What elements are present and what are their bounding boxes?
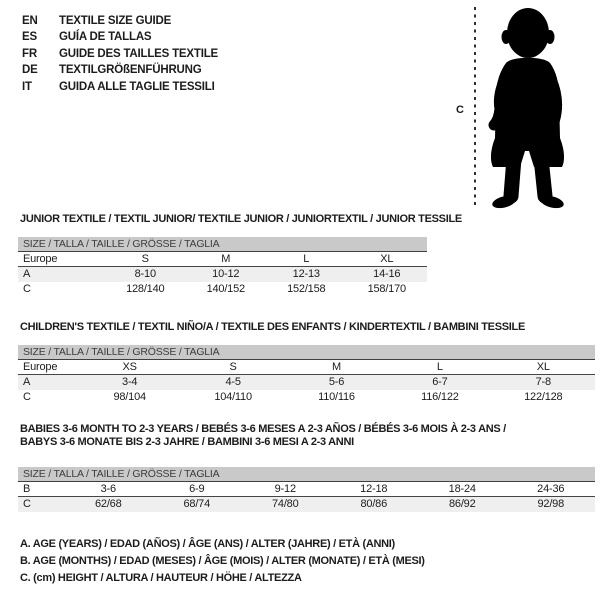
size-header-bar: SIZE / TALLA / TAILLE / GRÖSSE / TAGLIA — [18, 345, 595, 360]
height-cell: 128/140 — [126, 283, 165, 295]
age-cell: 24-36 — [537, 483, 565, 495]
language-row — [22, 79, 218, 95]
row-label: Europe — [23, 253, 58, 265]
legend-line-b: B. AGE (MONTHS) / EDAD (MESES) / ÂGE (MOIS) / ALTER (MONATE) / ETÀ (MESI) — [20, 555, 425, 567]
language-title: GUIDE DES TAILLES TEXTILE — [59, 47, 218, 60]
babies-size-table — [18, 467, 595, 512]
table-row-age — [18, 267, 427, 282]
babies-section-title — [20, 423, 506, 449]
row-label: B — [23, 483, 31, 495]
table-row-height — [18, 390, 595, 405]
age-cell: 8-10 — [134, 268, 156, 280]
language-row — [22, 46, 218, 62]
toddler-figure — [468, 3, 598, 209]
language-code: FR — [22, 47, 37, 60]
size-cell: S — [141, 253, 149, 265]
height-cell: 86/92 — [448, 498, 476, 510]
size-header-bar: SIZE / TALLA / TAILLE / GRÖSSE / TAGLIA — [18, 467, 595, 482]
height-cell: 116/122 — [421, 391, 459, 403]
row-label: C — [23, 391, 31, 403]
table-row-height — [18, 497, 595, 512]
table-row-age — [18, 375, 595, 390]
age-cell: 5-6 — [328, 376, 345, 388]
language-title: TEXTILE SIZE GUIDE — [59, 15, 172, 27]
size-header-bar: SIZE / TALLA / TAILLE / GRÖSSE / TAGLIA — [18, 237, 427, 252]
height-cell: 152/158 — [287, 283, 326, 295]
height-cell: 74/80 — [271, 498, 299, 510]
height-cell: 68/74 — [183, 498, 211, 510]
junior-section-title: JUNIOR TEXTILE / TEXTIL JUNIOR/ TEXTILE JUNIOR / JUNIORTEXTIL / JUNIOR TESSILE — [20, 213, 462, 225]
language-code: EN — [22, 15, 38, 27]
age-cell: 9-12 — [274, 483, 296, 495]
language-row — [22, 62, 218, 78]
age-cell: 6-9 — [189, 483, 205, 495]
height-measure-label: C — [456, 104, 464, 116]
language-title: GUÍA DE TALLAS — [59, 31, 152, 44]
age-cell: 12-18 — [360, 483, 388, 495]
height-cell: 158/170 — [367, 283, 406, 295]
babies-title-line2: BABYS 3-6 MONATE BIS 2-3 JAHRE / BAMBINI 3-6 MESI A 2-3 ANNI — [20, 436, 354, 448]
language-title: GUIDA ALLE TAGLIE TESSILI — [59, 80, 215, 93]
age-cell: 10-12 — [212, 268, 240, 280]
table-row-europe — [18, 252, 427, 267]
size-cell: XL — [536, 361, 550, 373]
size-cell: M — [332, 361, 341, 373]
legend-line-a: A. AGE (YEARS) / EDAD (AÑOS) / ÂGE (ANS) / ALTER (JAHRE) / ETÀ (ANNI) — [20, 538, 395, 550]
row-label: A — [23, 376, 31, 388]
age-cell: 14-16 — [373, 268, 401, 280]
age-cell: 3-6 — [100, 483, 116, 495]
age-cell: 4-5 — [225, 376, 241, 388]
size-cell: L — [436, 361, 443, 373]
language-row — [22, 13, 218, 29]
language-code: DE — [22, 64, 38, 77]
size-cell: S — [229, 361, 237, 373]
legend-line-c: C. (cm) HEIGHT / ALTURA / HAUTEUR / HÖHE / ALTEZZA — [20, 572, 302, 584]
row-label: Europe — [23, 361, 58, 373]
row-label: C — [23, 283, 31, 295]
babies-title-line1: BABIES 3-6 MONTH TO 2-3 YEARS / BEBÉS 3-6 MESES A 2-3 AÑOS / BÉBÉS 3-6 MOIS À 2-3 ANS / — [20, 423, 506, 435]
age-cell: 18-24 — [448, 483, 476, 495]
height-cell: 92/98 — [537, 498, 565, 510]
height-cell: 122/128 — [524, 391, 563, 403]
language-code: ES — [22, 31, 37, 44]
row-label: C — [23, 498, 31, 510]
table-row-age-months — [18, 482, 595, 497]
height-cell: 98/104 — [113, 391, 146, 403]
size-cell: M — [221, 253, 231, 265]
age-cell: 7-8 — [535, 376, 551, 388]
children-section-title: CHILDREN'S TEXTILE / TEXTIL NIÑO/A / TEXTILE DES ENFANTS / KINDERTEXTIL / BAMBINI TESSILE — [20, 321, 525, 333]
age-cell: 12-13 — [292, 268, 320, 280]
language-row — [22, 29, 218, 45]
age-cell: 6-7 — [432, 376, 448, 388]
age-cell: 3-4 — [122, 376, 138, 388]
size-cell: XS — [122, 361, 137, 373]
height-cell: 104/110 — [214, 391, 252, 403]
height-cell: 80/86 — [360, 498, 388, 510]
size-cell: XL — [380, 253, 394, 265]
children-size-table — [18, 345, 595, 405]
table-row-europe — [18, 360, 595, 375]
size-cell: L — [303, 253, 310, 265]
language-list — [22, 13, 218, 95]
toddler-silhouette-icon — [468, 3, 598, 209]
row-label: A — [23, 268, 31, 280]
height-cell: 62/68 — [94, 498, 122, 510]
language-title: TEXTILGRÖßENFÜHRUNG — [59, 64, 202, 77]
table-row-height — [18, 282, 427, 297]
height-cell: 110/116 — [318, 391, 355, 403]
legend — [20, 536, 425, 587]
height-cell: 140/152 — [206, 283, 245, 295]
junior-size-table — [18, 237, 427, 297]
language-code: IT — [22, 80, 32, 93]
